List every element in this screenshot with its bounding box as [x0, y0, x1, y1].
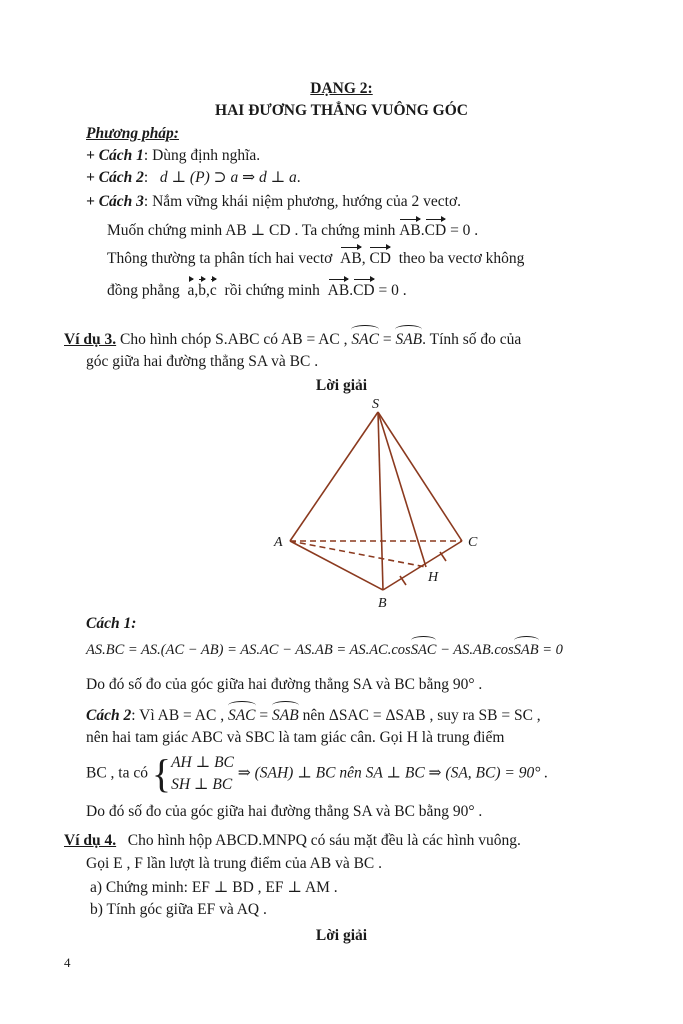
example3-line1 [64, 331, 521, 349]
line6-text: đồng phẳng [107, 282, 180, 299]
angle-sab-2: SAB [513, 642, 539, 658]
label-b: B [378, 596, 387, 611]
edge-sc [378, 412, 462, 541]
example3-line2: góc giữa hai đường thẳng SA và BC . [86, 353, 319, 370]
example3-solution-label: Lời giải [315, 377, 368, 394]
cach2-label: + Cách 2 [86, 169, 144, 186]
edge-sa [290, 412, 378, 541]
method-cach3 [86, 193, 461, 211]
cach1-heading: Cách 1: [86, 615, 137, 632]
vec-ab-2: AB [340, 250, 362, 267]
edge-sb [378, 412, 383, 590]
system-brace: { [151, 751, 172, 796]
cach2-conclusion: Do đó số đo của góc giữa hai đường thẳng SA và BC bằng 90° . [86, 803, 483, 820]
angle-sab-3: SAB [272, 707, 299, 724]
edge-ab [290, 541, 383, 590]
vec-cd: CD [424, 222, 447, 239]
cach2-text-b: nên ΔSAC = ΔSAB , suy ra SB = SC , [302, 707, 541, 724]
cach1-formula [86, 642, 563, 659]
cach1-formula-end: = 0 [538, 642, 563, 658]
equals-sign: = [382, 331, 392, 348]
section-title: HAI ĐƯƠNG THẲNG VUÔNG GÓC [215, 102, 468, 119]
vec-a: a [187, 282, 195, 299]
system-eq2: SH ⊥ BC [171, 776, 233, 793]
line4-text: Muốn chứng minh AB ⊥ CD . Ta chứng minh [107, 222, 396, 239]
method-line5: Thông thường ta phân tích hai vectơ AB, CD theo ba vectơ không [107, 250, 525, 267]
vec-ab: AB [399, 222, 421, 239]
example4-solution-label: Lời giải [315, 927, 368, 944]
method-cach2: + Cách 2: d ⊥ (P) ⊃ a ⇒ d ⊥ a. [86, 169, 301, 186]
cach2-heading: Cách 2 [86, 707, 132, 724]
cach1-label: + Cách 1 [86, 147, 144, 164]
cach2-formula: d ⊥ (P) ⊃ a ⇒ d ⊥ a [159, 169, 297, 186]
example4-line2: Gọi E , F lần lượt là trung điểm của AB và BC . [86, 855, 382, 872]
system-equations [171, 752, 234, 796]
angle-sac-3: SAC [227, 707, 256, 724]
cach1-heading-text: Cách 1 [86, 615, 132, 632]
edge-sh [378, 412, 426, 567]
segment-ah [290, 541, 426, 567]
label-s: S [372, 397, 379, 412]
angle-sac-2: SAC [410, 642, 437, 658]
example4-line1 [64, 832, 521, 850]
method-label: Phương pháp: [86, 125, 179, 142]
example3-text1: Cho hình chóp S.ABC có AB = AC , [120, 331, 348, 348]
example4-text1: Cho hình hộp ABCD.MNPQ có sáu mặt đều là các hình vuông. [127, 832, 521, 849]
line5-end: theo ba vectơ không [398, 250, 525, 267]
example4-label: Ví dụ 4. [64, 832, 117, 849]
section-heading: DẠNG 2: [310, 80, 373, 97]
cach2-text-a: : Vì AB = AC , [131, 707, 225, 724]
label-h: H [428, 570, 439, 585]
line5-text: Thông thường ta phân tích hai vectơ [107, 250, 333, 267]
vec-cd-2: CD [369, 250, 391, 267]
method-cach1 [86, 147, 260, 165]
cach1-formula-mid: − AS.AB.cos [436, 642, 514, 658]
example4-part-b: b) Tính góc giữa EF và AQ . [90, 901, 267, 918]
cach1-conclusion: Do đó số đo của góc giữa hai đường thẳng SA và BC bằng 90° . [86, 676, 483, 693]
vec-b: b [198, 282, 207, 299]
cach2-line3 [86, 752, 548, 796]
cach2-line3-a: BC , ta có [86, 764, 148, 782]
cach2-line3-b: ⇒ (SAH) ⊥ BC nên SA ⊥ BC ⇒ (SA, BC) = 90° . [237, 764, 549, 782]
vec-cd-3: CD [353, 282, 375, 299]
cach2-line2: nên hai tam giác ABC và SBC là tam giác cân. Gọi H là trung điểm [86, 729, 505, 746]
angle-sab: SAB [395, 331, 423, 348]
pyramid-figure [260, 395, 490, 615]
page-number: 4 [64, 955, 71, 970]
vec-ab-3: AB [327, 282, 350, 299]
cach3-label: + Cách 3 [86, 193, 144, 210]
example3-text1-end: . Tính số đo của [422, 331, 522, 348]
system-eq1: AH ⊥ BC [171, 754, 234, 771]
example3-label: Ví dụ 3. [64, 331, 117, 348]
line6-mid: rồi chứng minh [224, 282, 320, 299]
edge-bc [383, 541, 462, 590]
line6-end: = 0 . [378, 282, 407, 299]
angle-sac: SAC [351, 331, 379, 348]
cach1-text: : Dùng định nghĩa. [143, 147, 261, 164]
vec-c: c [209, 282, 217, 299]
cach2-line1: Cách 2: Vì AB = AC , SAC = SAB nên ΔSAC = ΔSAB , suy ra SB = SC , [86, 707, 541, 724]
method-line6: đồng phẳng a,b,c rồi chứng minh AB.CD = 0 . [107, 282, 407, 299]
cach1-formula-prefix: AS.BC = AS.(AC − AB) = AS.AC − AS.AB = AS.AC.cos [86, 642, 411, 658]
method-line4: Muốn chứng minh AB ⊥ CD . Ta chứng minh AB.CD = 0 . [107, 222, 479, 239]
line4-end: = 0 . [450, 222, 479, 239]
cach3-text: : Nắm vững khái niệm phương, hướng của 2 vectơ. [143, 193, 462, 210]
label-a: A [274, 535, 283, 550]
example4-part-a: a) Chứng minh: EF ⊥ BD , EF ⊥ AM . [90, 879, 338, 896]
label-c: C [468, 535, 478, 550]
